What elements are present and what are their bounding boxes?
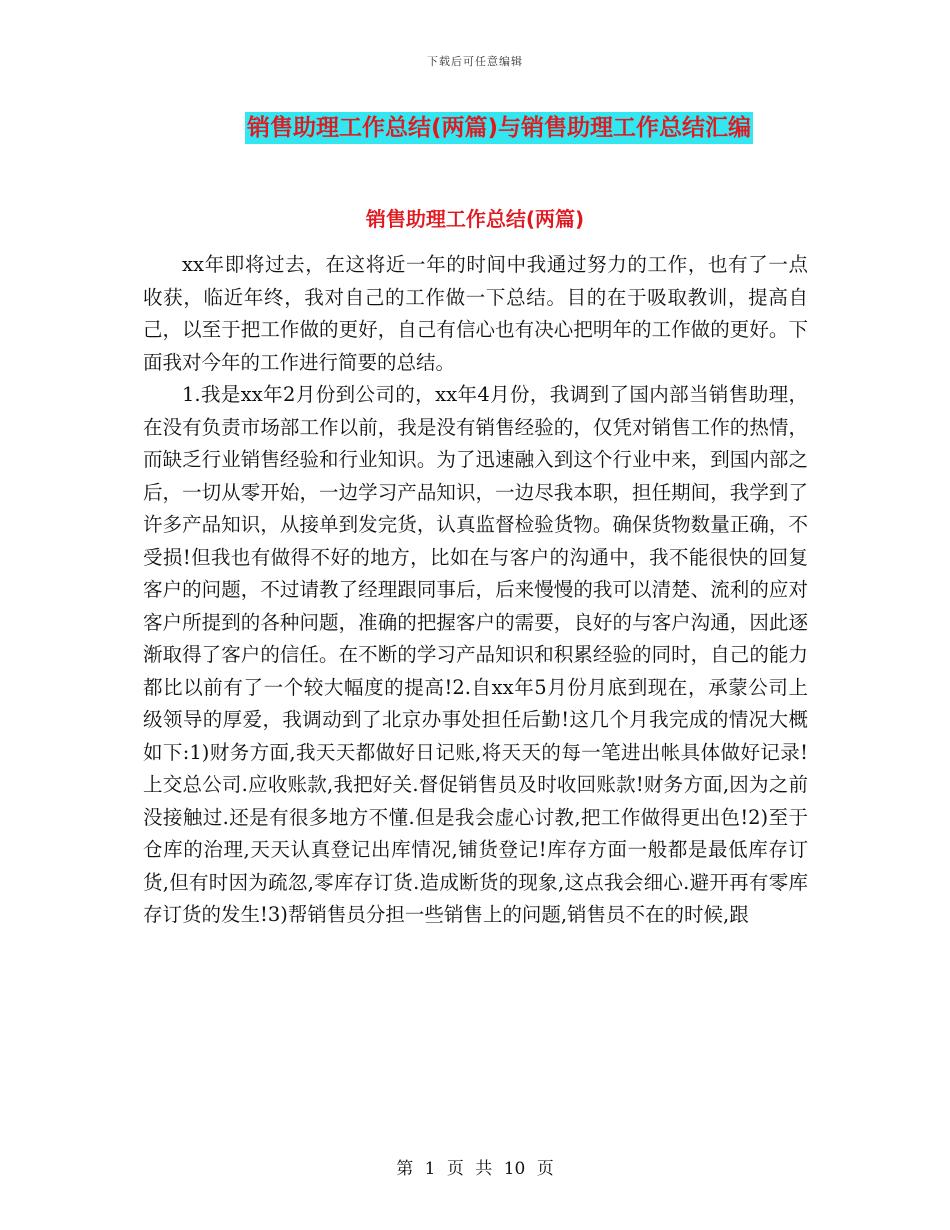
- paragraph-main: 1.我是xx年2月份到公司的，xx年4月份，我调到了国内部当销售助理，在没有负责市场部工作以前，我是没有销售经验的，仅凭对销售工作的热情，而缺乏行业销售经验和行业知识。为了迅速融入到这个行业中来，到国内部之后，一切从零开始，一边学习产品知识，一边尽我本职，担任期间，我学到了许多产品知识，从接单到发完货，认真监督检验货物。确保货物数量正确，不受损!但我也有做得不好的地方，比如在与客户的沟通中，我不能很快的回复客户的问题，不过请教了经理跟同事后，后来慢慢的我可以清楚、流利的应对客户所提到的各种问题，准确的把握客户的需要，良好的与客户沟通，因此逐渐取得了客户的信任。在不断的学习产品知识和积累经验的同时，自己的能力都比以前有了一个较大幅度的提高!2.自xx年5月份月底到现在，承蒙公司上级领导的厚爱，我调动到了北京办事处担任后勤!这几个月我完成的情况大概如下:1)财务方面,我天天都做好日记账,将天天的每一笔进出帐具体做好记录!上交总公司.应收账款,我把好关.督促销售员及时收回账款!财务方面,因为之前没接触过.还是有很多地方不懂.但是我会虚心讨教,把工作做得更出色!2)至于仓库的治理,天天认真登记出库情况,铺货登记!库存方面一般都是最低库存订货,但有时因为疏忽,零库存订货.造成断货的现象,这点我会细心.避开再有零库存订货的发生!3)帮销售员分担一些销售上的问题,销售员不在的时候,跟: [143, 383, 808, 926]
- section-title: 销售助理工作总结(两篇): [365, 207, 585, 231]
- main-title: 销售助理工作总结(两篇)与销售助理工作总结汇编: [245, 112, 753, 144]
- document-body: [143, 249, 808, 932]
- page-number: 第 1 页 共 10 页: [396, 1159, 554, 1179]
- main-title-container: [0, 112, 950, 144]
- paragraph-intro: xx年即将过去，在这将近一年的时间中我通过努力的工作，也有了一点收获，临近年终，我对自己的工作做一下总结。目的在于吸取教训，提高自己，以至于把工作做的更好，自己有信心也有决心把明年的工作做的更好。下面我对今年的工作进行简要的总结。: [143, 253, 808, 374]
- header-note: 下载后可任意编辑: [427, 55, 523, 68]
